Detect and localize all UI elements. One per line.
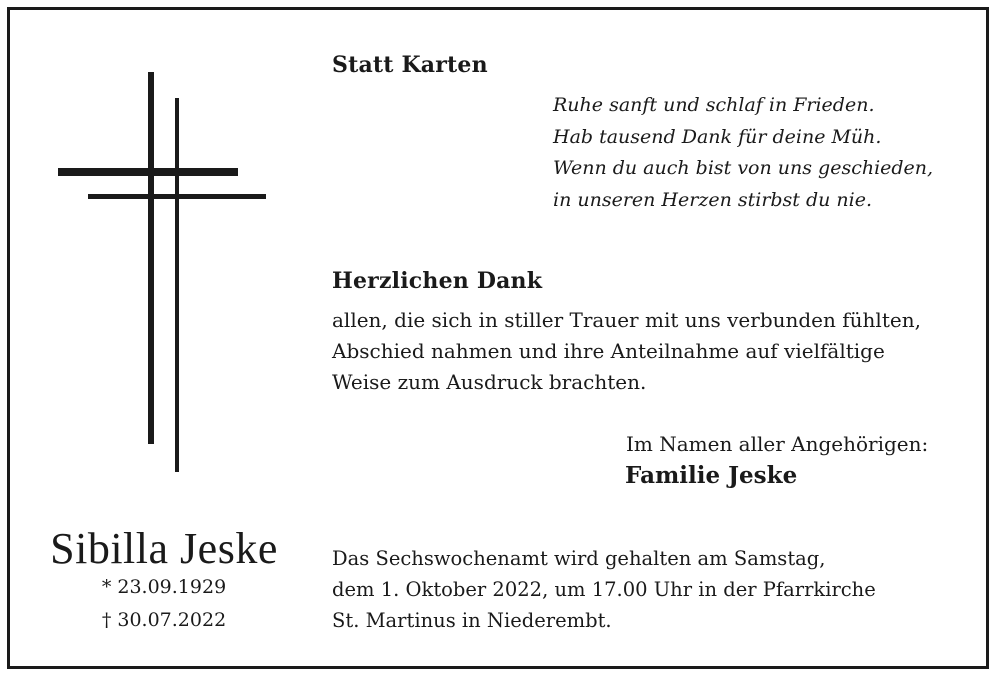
poem-line: in unseren Herzen stirbst du nie. <box>553 188 873 211</box>
cross-icon <box>50 68 280 478</box>
thanks-line: Weise zum Ausdruck brachten. <box>332 370 647 394</box>
service-text <box>332 543 876 636</box>
service-line: Das Sechswochenamt wird gehalten am Samstag, <box>332 547 826 570</box>
deceased-name: Sibilla Jeske <box>50 524 278 573</box>
poem-line: Wenn du auch bist von uns geschieden, <box>553 157 934 179</box>
service-line: dem 1. Oktober 2022, um 17.00 Uhr in der Pfarrkirche <box>332 578 876 601</box>
poem <box>553 90 933 216</box>
thanks-heading: Herzlichen Dank <box>332 268 543 294</box>
thanks-line: Abschied nahmen und ihre Anteilnahme auf vielfältige <box>332 339 885 363</box>
thanks-line: allen, die sich in stiller Trauer mit uns verbunden fühlten, <box>332 308 921 332</box>
poem-line: Hab tausend Dank für deine Müh. <box>553 125 882 148</box>
poem-line: Ruhe sanft und schlaf in Frieden. <box>553 94 875 116</box>
signature-intro: Im Namen aller Angehörigen: <box>626 432 929 456</box>
signature-name: Familie Jeske <box>625 462 798 489</box>
birth-date: * 23.09.1929 <box>101 576 227 598</box>
statt-karten-heading: Statt Karten <box>332 52 488 78</box>
thanks-text <box>332 305 921 398</box>
death-date: † 30.07.2022 <box>101 609 227 631</box>
service-line: St. Martinus in Niederembt. <box>332 609 612 632</box>
